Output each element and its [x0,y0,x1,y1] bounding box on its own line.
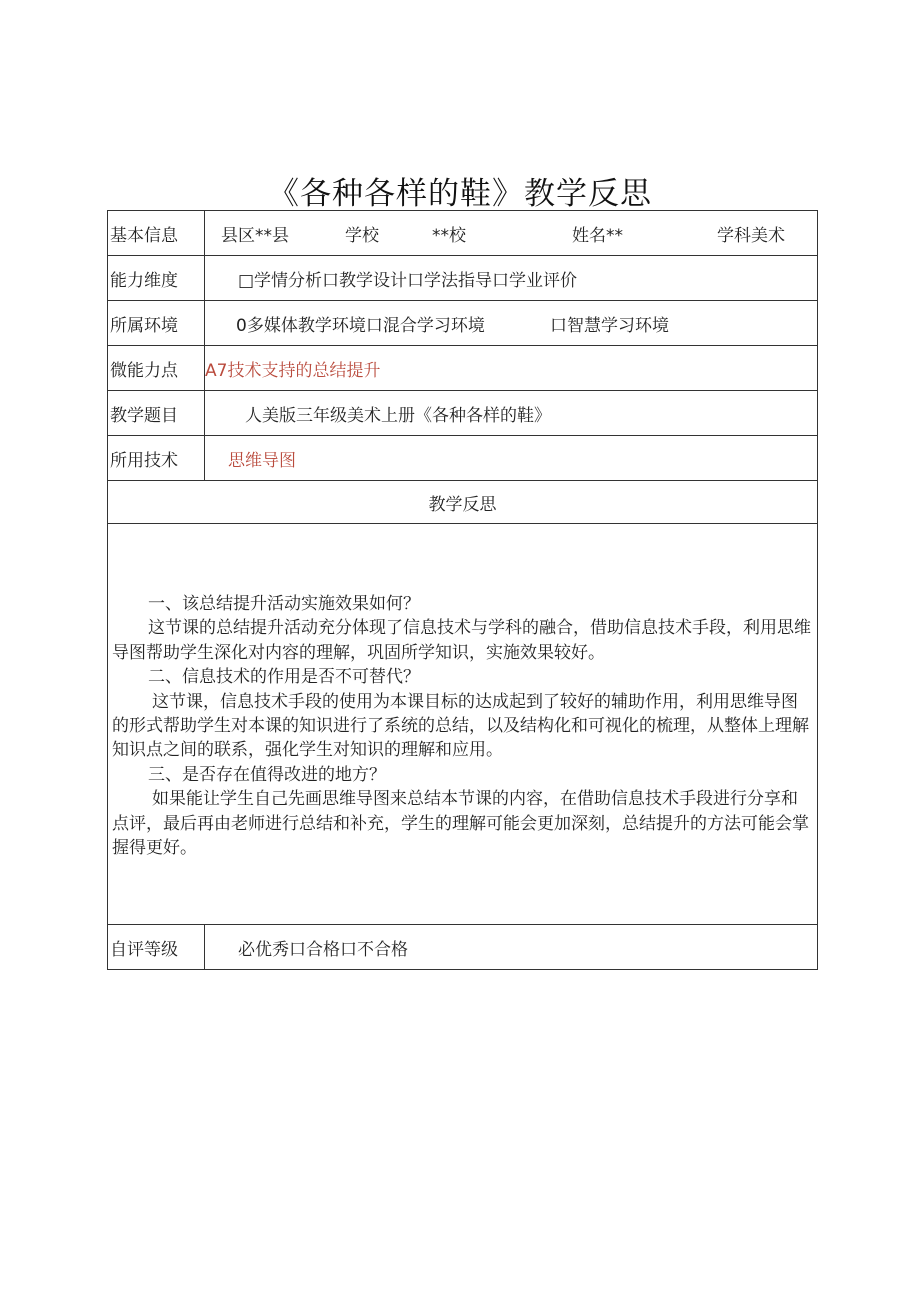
ability-options: □学情分析口教学设计口学法指导口学业评价 [238,270,578,291]
answer-2: 这节课，信息技术手段的使用为本课目标的达成起到了较好的辅助作用，利用思维导图的形式帮助学生对本课的知识进行了系统的总结，以及结构化和可视化的梳理，从整体上理解知识点之间的联系，强化学生对知识的理解和应用。 [112,691,809,761]
topic-value: 人美版三年级美术上册《各种各样的鞋》 [245,405,551,426]
label-environment: 所属环境 [108,301,205,345]
reflection-heading: 教学反思 [428,494,497,515]
label-topic: 教学题目 [108,391,205,435]
row-basic-info [108,211,817,256]
row-reflection-body [108,524,817,925]
question-3: 三、是否存在值得改进的地方？ [148,764,386,785]
label-basic-info: 基本信息 [108,211,205,255]
label-ability: 能力维度 [108,256,205,300]
row-self-eval [108,925,817,969]
row-ability [108,256,817,301]
school-label: 学校 [345,225,379,246]
row-micro-ability [108,346,817,391]
technology-value: 思维导图 [228,450,296,471]
label-technology: 所用技术 [108,436,205,480]
row-reflection-heading [108,481,817,524]
row-environment [108,301,817,346]
reflection-form [107,210,818,970]
label-micro-ability: 微能力点 [108,346,205,390]
reflection-body [108,592,817,860]
label-self-eval: 自评等级 [108,925,205,969]
subject-value: 学科美术 [717,225,785,246]
answer-3: 如果能让学生自己先画思维导图来总结本节课的内容，在借助信息技术手段进行分享和点评，最后再由老师进行总结和补充，学生的理解可能会更加深刻，总结提升的方法可能会掌握得更好。 [112,789,809,859]
question-2: 二、信息技术的作用是否不可替代？ [148,667,420,688]
county-value: 县区**县 [221,225,289,246]
row-technology [108,436,817,481]
page-title: 《各种各样的鞋》教学反思 [268,176,652,212]
question-1: 一、该总结提升活动实施效果如何？ [148,594,420,614]
teacher-name: 姓名** [572,225,623,246]
micro-ability-value: A7技术支持的总结提升 [205,360,381,381]
environment-option-1: 0多媒体教学环境口混合学习环境 [236,315,485,336]
answer-1: 这节课的总结提升活动充分体现了信息技术与学科的融合，借助信息技术手段，利用思维导图帮助学生深化对内容的理解，巩固所学知识，实施效果较好。 [112,618,811,663]
school-value: **校 [432,225,466,246]
environment-option-2: 口智慧学习环境 [550,315,669,336]
row-topic [108,391,817,436]
self-eval-options: 必优秀口合格口不合格 [238,939,408,960]
